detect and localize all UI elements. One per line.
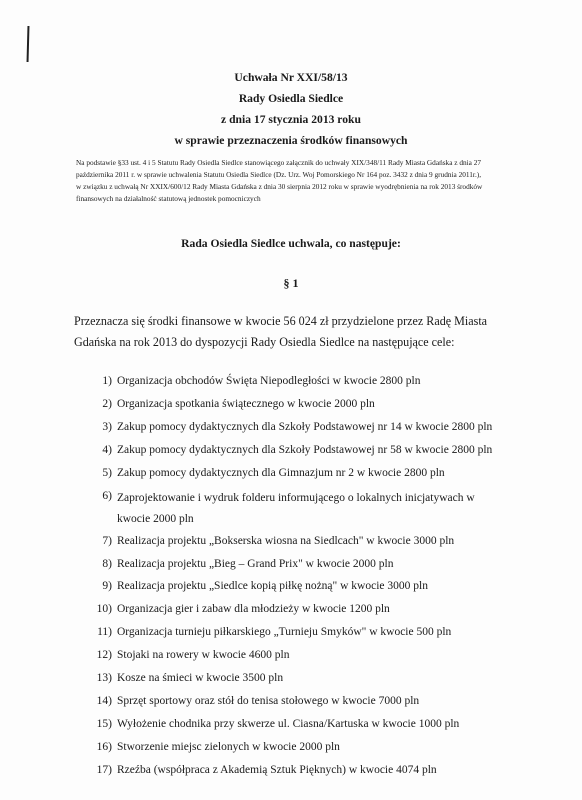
list-item-number: 10) [96,603,112,615]
list-item-text: Kosze na śmieci w kwocie 3500 pln [117,672,284,684]
list-item-text: Organizacja obchodów Święta Niepodległości w kwocie 2800 pln [117,375,421,387]
list-item-text: Zakup pomocy dydaktycznych dla Szkoły Podstawowej nr 58 w kwocie 2800 pln [117,444,493,456]
list-item-number: 11) [97,626,112,638]
list-item-number: 6) [102,490,112,502]
list-item-text: Zakup pomocy dydaktycznych dla Gimnazjum nr 2 w kwocie 2800 pln [117,467,445,479]
list-item-text: Stworzenie miejsc zielonych w kwocie 2000 pln [117,741,340,753]
list-item-text: Organizacja gier i zabaw dla młodzieży w kwocie 1200 pln [117,603,390,615]
list-item-text: Realizacja projektu „Bieg – Grand Prix" w kwocie 2000 pln [117,558,394,570]
legal-basis-line: Na podstawie §33 ust. 4 i 5 Statutu Rady Osiedla Siedlce stanowiącego załącznik do uchwały XIX/348/11 Rady Miasta Gdańska z dnia 27 [76,158,482,167]
list-item-number: 12) [96,649,112,661]
list-item-number: 17) [96,764,112,776]
list-item-number: 9) [102,580,112,592]
legal-basis-line: października 2011 r. w sprawie uchwalenia Statutu Osiedla Siedlce (Dz. Urz. Woj Pomorskiego Nr 164 poz. 3432 z dnia 9 grudnia 2011r.), [76,170,482,179]
resolves-heading: Rada Osiedla Siedlce uchwala, co następuje: [181,237,401,250]
list-item-text: Organizacja spotkania świątecznego w kwocie 2000 pln [117,398,375,410]
resolution-subject: w sprawie przeznaczenia środków finansowych [174,134,408,147]
intro-paragraph [74,311,514,353]
list-item-number: 8) [102,558,112,570]
list-item-text: Wyłożenie chodnika przy skwerze ul. Ciasna/Kartuska w kwocie 1000 pln [117,718,460,730]
list-item-number: 14) [96,695,112,707]
list-item-text: Organizacja turnieju piłkarskiego „Turnieju Smyków" w kwocie 500 pln [117,626,452,638]
margin-pen-mark [27,26,30,62]
list-item-text: Sprzęt sportowy oraz stół do tenisa stołowego w kwocie 7000 pln [117,695,420,707]
list-item-text: Zaprojektowanie i wydruk folderu informującego o lokalnych inicjatywach w kwocie 2000 pln [117,492,475,525]
list-item-text: Zakup pomocy dydaktycznych dla Szkoły Podstawowej nr 14 w kwocie 2800 pln [117,421,493,433]
resolution-number: Uchwała Nr XXI/58/13 [234,71,348,84]
legal-basis-line: finansowych na działalność statutową jednostek pomocniczych [76,194,261,203]
list-item-text: Realizacja projektu „Bokserska wiosna na Siedlcach" w kwocie 3000 pln [117,535,455,547]
list-item-text: Realizacja projektu „Siedlce kopią piłkę nożną" w kwocie 3000 pln [117,580,428,592]
list-item-number: 16) [96,741,112,753]
list-item-text: Stojaki na rowery w kwocie 4600 pln [117,649,290,661]
section-mark: § 1 [283,276,299,290]
council-name: Rady Osiedla Siedlce [238,92,344,105]
legal-basis-line: w związku z uchwałą Nr XXIX/600/12 Rady Miasta Gdańska z dnia 30 sierpnia 2012 roku w sprawie wyodrębnienia na rok 2013 środków [76,182,483,191]
list-item-number: 5) [102,467,112,479]
intro-line: Gdańska na rok 2013 do dyspozycji Rady Osiedla Siedlce na następujące cele: [74,335,455,349]
list-item-number: 13) [96,672,112,684]
list-item-number: 4) [102,444,112,456]
list-item-number: 3) [102,421,112,433]
intro-line: Przeznacza się środki finansowe w kwocie 56 024 zł przydzielone przez Radę Miasta [74,314,488,328]
list-item-number: 7) [102,535,112,547]
resolution-date: z dnia 17 stycznia 2013 roku [221,113,361,126]
list-item-number: 2) [102,398,112,410]
list-item-number: 15) [96,718,112,730]
list-item-text: Rzeźba (współpraca z Akademią Sztuk Pięknych) w kwocie 4074 pln [117,764,437,776]
list-item-number: 1) [102,375,112,387]
